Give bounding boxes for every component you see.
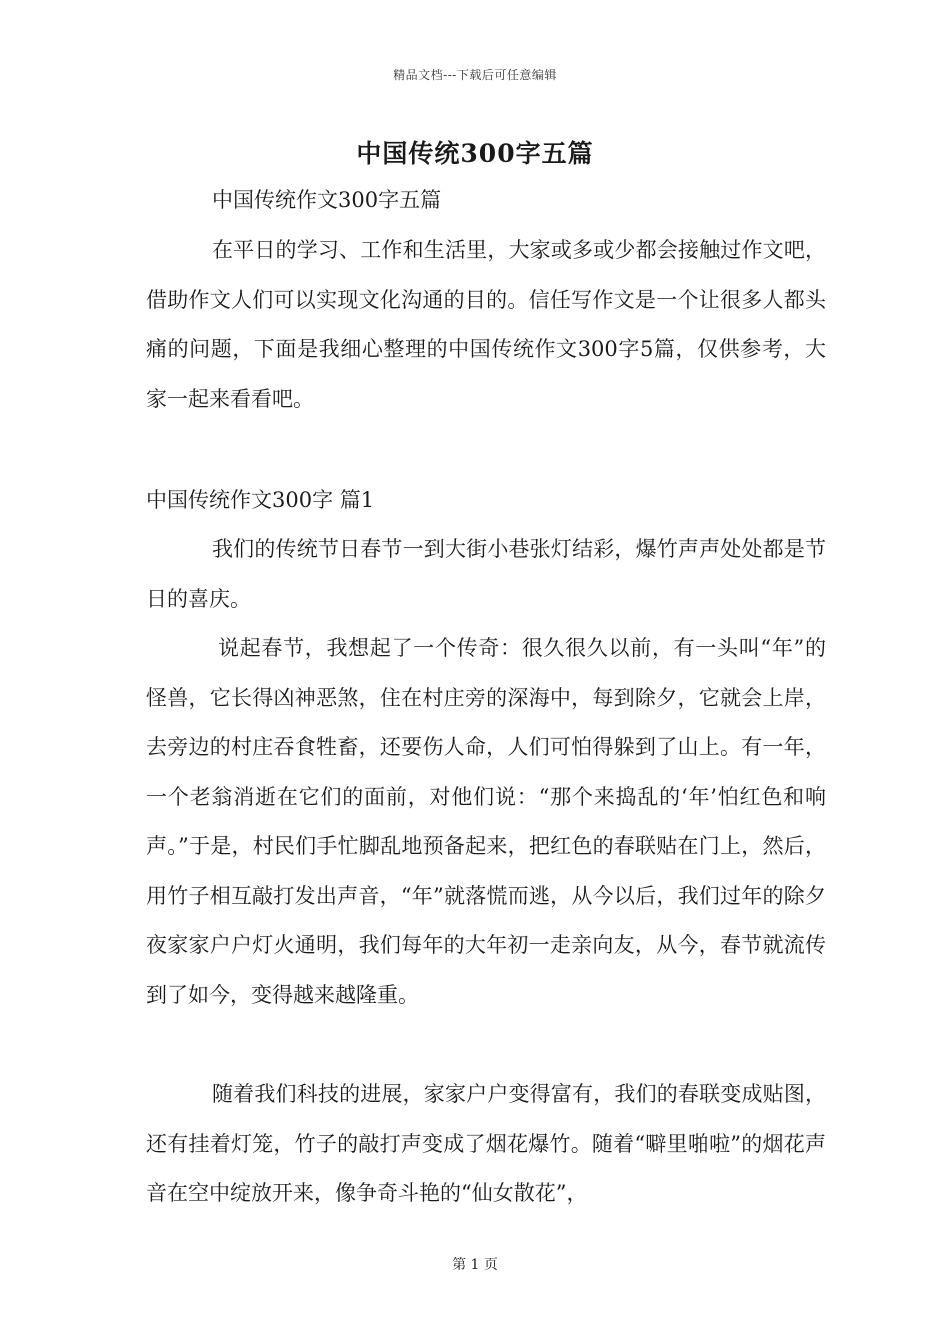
paragraph-3: 随着我们科技的进展，家家户户变得富有，我们的春联变成贴图，还有挂着灯笼，竹子的敲打声变成了烟花爆竹。随着“噼里啪啦”的烟花声音在空中绽放开来，像争奇斗艳的“仙女散花”， — [146, 1082, 826, 1205]
section-heading: 中国传统作文300字 篇1 — [146, 488, 375, 512]
document-subtitle: 中国传统作文300字五篇 — [212, 188, 442, 212]
paragraph-1: 我们的传统节日春节一到大街小巷张灯结彩，爆竹声声处处都是节日的喜庆。 — [146, 537, 826, 611]
header-note: 精品文档---下载后可任意编辑 — [393, 68, 557, 82]
paragraph-2: 说起春节，我想起了一个传奇：很久很久以前，有一头叫“年”的怪兽，它长得凶神恶煞，住在村庄旁的深海中，每到除夕，它就会上岸，去旁边的村庄吞食牲畜，还要伤人命，人们可怕得躲到了山上。有一年，一个老翁消逝在它们的面前，对他们说：“那个来捣乱的‘年’怕红色和响声。”于是，村民们手忙脚乱地预备起来，把红色的春联贴在门上，然后，用竹子相互敲打发出声音，“年”就落慌而逃，从今以后，我们过年的除夕夜家家户户灯火通明，我们每年的大年初一走亲向友，从今，春节就流传到了如今，变得越来越隆重。 — [146, 636, 826, 1007]
document-title: 中国传统300字五篇 — [356, 139, 594, 168]
intro-paragraph: 在平日的学习、工作和生活里，大家或多或少都会接触过作文吧，借助作文人们可以实现文化沟通的目的。信任写作文是一个让很多人都头痛的问题，下面是我细心整理的中国传统作文300字5篇，仅供参考，大家一起来看看吧。 — [146, 238, 826, 411]
page-number: 第 1 页 — [452, 1257, 498, 1273]
